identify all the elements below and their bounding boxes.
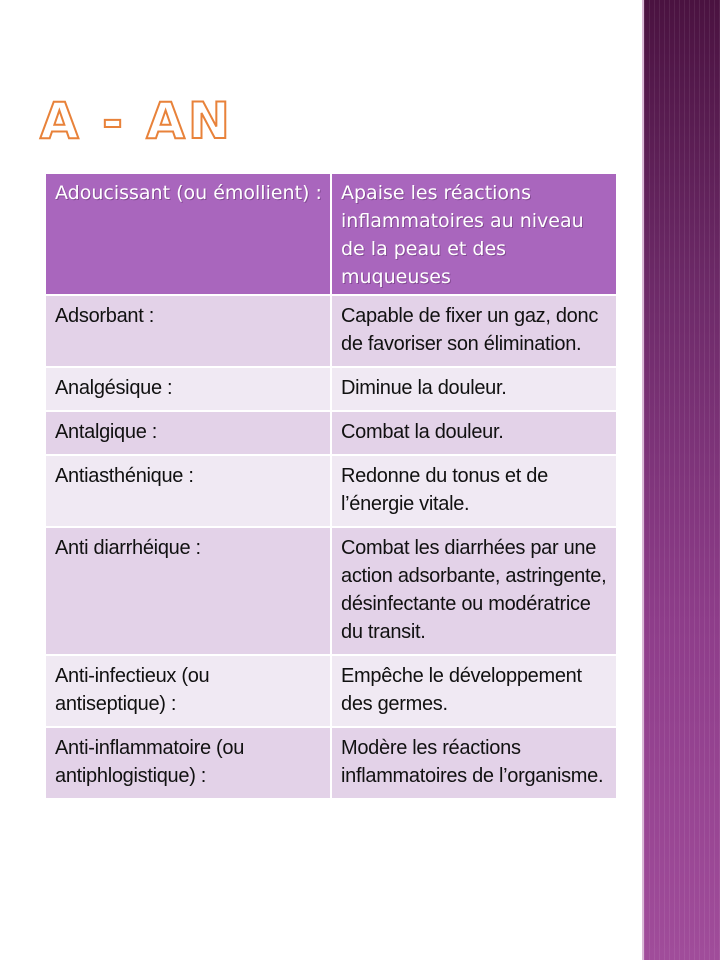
table-row	[45, 295, 617, 367]
definition-cell: Combat la douleur.	[331, 411, 617, 455]
table-row	[45, 411, 617, 455]
table-row	[45, 527, 617, 655]
term-cell: Antalgique :	[45, 411, 331, 455]
definition-cell: Redonne du tonus et de l’énergie vitale.	[331, 455, 617, 527]
definition-cell: Combat les diarrhées par une action adsorbante, astringente, désinfectante ou modératrice du transit.	[331, 527, 617, 655]
term-cell: Analgésique :	[45, 367, 331, 411]
table-row	[45, 455, 617, 527]
term-cell: Anti-infectieux (ou antiseptique) :	[45, 655, 331, 727]
glossary-table	[44, 172, 618, 800]
term-cell: Adoucissant (ou émollient) :	[45, 173, 331, 295]
definition-cell: Empêche le développement des germes.	[331, 655, 617, 727]
term-cell: Anti diarrhéique :	[45, 527, 331, 655]
table-row	[45, 367, 617, 411]
table-row	[45, 727, 617, 799]
table-header-row	[45, 173, 617, 295]
term-cell: Adsorbant :	[45, 295, 331, 367]
definition-cell: Capable de fixer un gaz, donc de favoriser son élimination.	[331, 295, 617, 367]
definition-cell: Modère les réactions inflammatoires de l’organisme.	[331, 727, 617, 799]
decorative-side-bar	[642, 0, 720, 960]
term-cell: Anti-inflammatoire (ou antiphlogistique) :	[45, 727, 331, 799]
table-row	[45, 655, 617, 727]
term-cell: Antiasthénique :	[45, 455, 331, 527]
definition-cell: Diminue la douleur.	[331, 367, 617, 411]
slide-title: A - AN	[40, 92, 233, 150]
definition-cell: Apaise les réactions inflammatoires au niveau de la peau et des muqueuses	[331, 173, 617, 295]
